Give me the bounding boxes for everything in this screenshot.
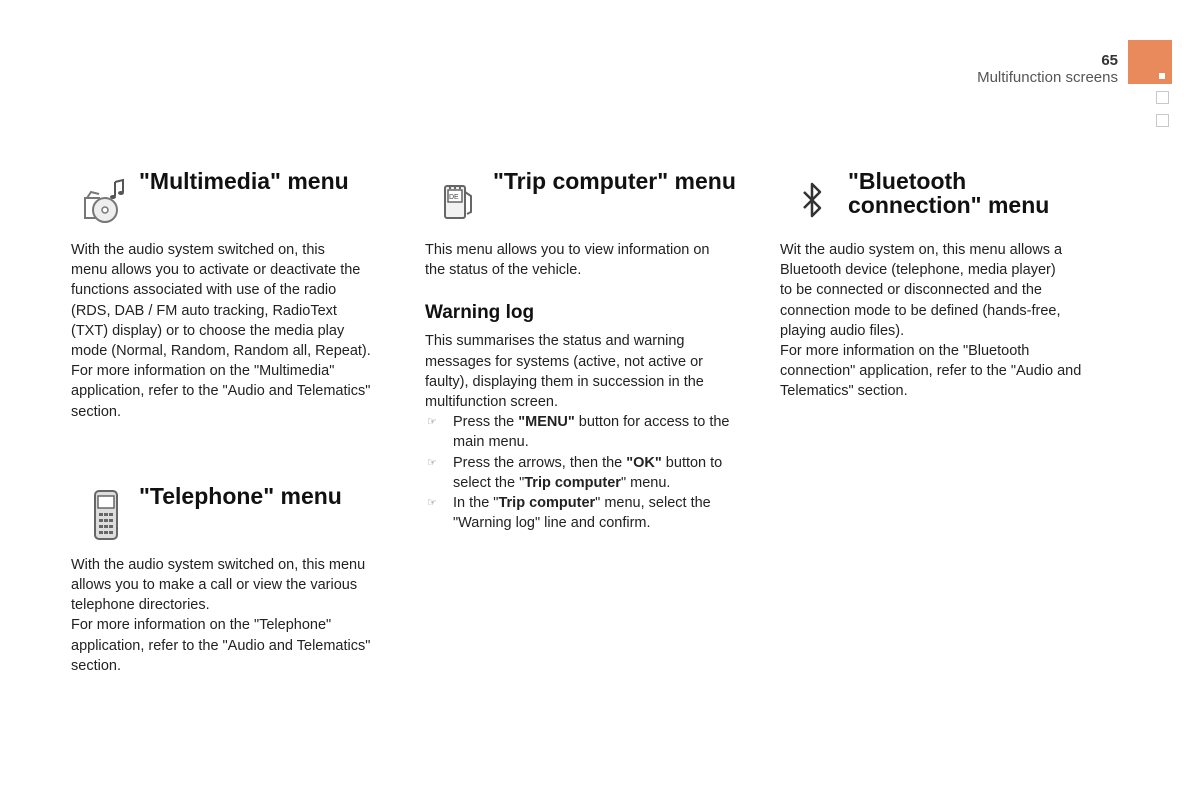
- step-text: " menu, select the: [595, 495, 711, 512]
- body-line: functions associated with use of the radio: [71, 282, 337, 299]
- trip-body: [425, 240, 765, 280]
- body-line: For more information on the "Telephone": [71, 617, 332, 634]
- page-header: [0, 0, 1200, 140]
- body-line: application, refer to the "Audio and Telematics": [71, 637, 371, 654]
- step-bold: Trip computer: [498, 495, 596, 512]
- telephone-section: [71, 475, 411, 676]
- step-bold: Trip computer: [524, 474, 621, 491]
- step-text: "Warning log" line and confirm.: [453, 515, 651, 532]
- body-line: This summarises the status and warning: [425, 333, 685, 350]
- section-name: Multifunction screens: [977, 69, 1118, 86]
- chapter-tab-box: [1156, 91, 1169, 104]
- step-text: Press the arrows, then the: [453, 454, 627, 471]
- multimedia-title: "Multimedia" menu: [139, 168, 349, 194]
- body-line: mode (Normal, Random, Random all, Repeat).: [71, 343, 371, 360]
- pointing-finger-icon: ☞: [427, 456, 437, 469]
- body-line: allows you to make a call or view the various: [71, 577, 358, 594]
- column-left: [71, 160, 411, 676]
- body-line: application, refer to the "Audio and Telematics": [71, 383, 371, 400]
- body-line: menu allows you to activate or deactivate the: [71, 262, 361, 279]
- chapter-tab-active: [1128, 40, 1172, 84]
- pointing-finger-icon: ☞: [427, 497, 437, 510]
- trip-section: [425, 160, 765, 533]
- body-line: section.: [71, 657, 121, 674]
- body-line: playing audio files).: [780, 322, 905, 339]
- telephone-title: "Telephone" menu: [139, 482, 342, 509]
- bluetooth-section: [780, 160, 1120, 402]
- step-text: button for access to the: [574, 414, 730, 431]
- body-line: multifunction screen.: [425, 394, 558, 411]
- step-item: [425, 493, 765, 533]
- body-line: (RDS, DAB / FM auto tracking, RadioText: [71, 302, 337, 319]
- telephone-body: [71, 555, 411, 676]
- bluetooth-title: [848, 160, 1120, 232]
- pointing-finger-icon: ☞: [427, 416, 437, 429]
- column-middle: [425, 160, 765, 533]
- title-line: "Bluetooth: [848, 168, 967, 194]
- body-line: Bluetooth device (telephone, media player): [780, 262, 1056, 279]
- body-line: With the audio system switched on, this menu: [71, 556, 366, 573]
- tab-dot: [1159, 73, 1165, 79]
- body-line: to be connected or disconnected and the: [780, 282, 1042, 299]
- column-right: [780, 160, 1120, 402]
- body-line: connection" application, refer to the "Audio and: [780, 363, 1082, 380]
- body-line: connection mode to be defined (hands-free,: [780, 302, 1061, 319]
- step-text: In the ": [453, 495, 499, 512]
- multimedia-body: [71, 240, 411, 422]
- page-number: 65: [1101, 52, 1118, 69]
- svg-text:DE: DE: [449, 194, 459, 201]
- body-line: With the audio system switched on, this: [71, 242, 325, 258]
- step-bold: "OK": [626, 454, 662, 471]
- body-line: Wit the audio system on, this menu allows a: [780, 242, 1063, 258]
- multimedia-section: [71, 160, 411, 422]
- warning-log-title: Warning log: [425, 302, 535, 324]
- body-line: This menu allows you to view information on: [425, 242, 710, 258]
- chapter-tab-box: [1156, 114, 1169, 127]
- warning-log-body: [425, 331, 765, 533]
- title-line: connection" menu: [848, 192, 1050, 218]
- body-line: For more information on the "Bluetooth: [780, 343, 1030, 360]
- trip-title: "Trip computer" menu: [493, 168, 736, 194]
- body-line: the status of the vehicle.: [425, 262, 582, 279]
- step-text: main menu.: [453, 434, 529, 451]
- body-line: (TXT) display) or to choose the media play: [71, 322, 345, 339]
- step-item: [425, 453, 765, 493]
- bluetooth-icon: [786, 172, 834, 228]
- step-text: " menu.: [620, 474, 671, 491]
- body-line: section.: [71, 403, 121, 420]
- fuel-pump-icon: [431, 172, 479, 228]
- step-bold: "MENU": [518, 414, 575, 431]
- step-text: select the ": [453, 474, 525, 491]
- body-line: telephone directories.: [71, 597, 210, 614]
- music-cd-icon: [77, 172, 125, 228]
- body-line: messages for systems (active, not active or: [425, 353, 704, 370]
- step-text: Press the: [453, 414, 519, 431]
- body-line: faulty), displaying them in succession in the: [425, 373, 704, 390]
- step-text: button to: [661, 454, 723, 471]
- step-item: [425, 412, 765, 452]
- body-line: Telematics" section.: [780, 383, 908, 400]
- mobile-phone-icon: [77, 487, 125, 543]
- body-line: For more information on the "Multimedia": [71, 363, 335, 380]
- bluetooth-body: [780, 240, 1120, 402]
